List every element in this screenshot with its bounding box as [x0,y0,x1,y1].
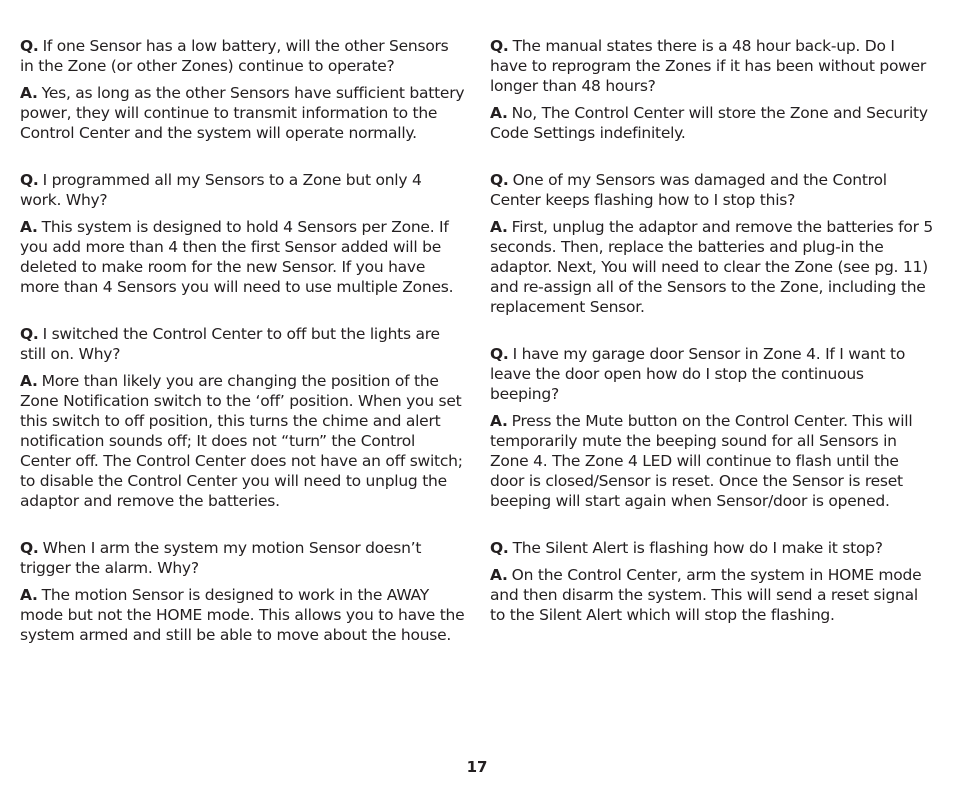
answer-text: Yes, as long as the other Sensors have sufficient battery power, they will continue to transmit information to the Control Center and the system will operate normally. [20,84,465,142]
question-label: Q. [490,37,509,55]
faq-item [490,538,935,625]
answer-label: A. [490,218,508,236]
question-label: Q. [490,171,509,189]
answer-text: First, unplug the adaptor and remove the batteries for 5 seconds. Then, replace the batteries and plug-in the adaptor. Next, You will need to clear the Zone (see pg. 11) and re-assign all of the Sensors to the Zone, including the replacement Sensor. [490,218,934,316]
answer-text: This system is designed to hold 4 Sensors per Zone. If you add more than 4 then the first Sensor added will be deleted to make room for the new Sensor. If you have more than 4 Sensors you will need to use multiple Zones. [20,218,454,296]
question [20,324,466,364]
left-column [20,36,466,672]
question-text: The manual states there is a 48 hour back-up. Do I have to reprogram the Zones if it has been without power longer than 48 hours? [490,37,927,95]
answer-text: No, The Control Center will store the Zone and Security Code Settings indefinitely. [490,104,928,142]
faq-item [20,36,466,143]
answer-label: A. [20,372,38,390]
question-label: Q. [490,539,509,557]
page-number: 17 [466,758,488,776]
question-text: If one Sensor has a low battery, will the other Sensors in the Zone (or other Zones) continue to operate? [20,37,449,75]
question-label: Q. [20,171,39,189]
question-text: When I arm the system my motion Sensor doesn’t trigger the alarm. Why? [20,539,422,577]
answer-label: A. [20,586,38,604]
faq-item [20,538,466,645]
question [20,170,466,210]
question-text: The Silent Alert is flashing how do I make it stop? [512,539,883,557]
question-text: I programmed all my Sensors to a Zone but only 4 work. Why? [20,171,422,209]
question-label: Q. [20,539,39,557]
answer-text: The motion Sensor is designed to work in the AWAY mode but not the HOME mode. This allows you to have the system armed and still be able to move about the house. [20,586,465,644]
answer [20,585,466,645]
question [20,538,466,578]
answer-label: A. [490,104,508,122]
answer-label: A. [490,412,508,430]
question-label: Q. [490,345,509,363]
answer [20,217,466,297]
answer [490,565,935,625]
faq-item [490,170,935,317]
question-label: Q. [20,37,39,55]
faq-item [490,36,935,143]
question [490,170,935,210]
question [490,538,935,558]
answer-label: A. [20,218,38,236]
answer-text: Press the Mute button on the Control Center. This will temporarily mute the beeping sound for all Sensors in Zone 4. The Zone 4 LED will continue to flash until the door is closed/Sensor is reset. Once the Sensor is reset beeping will start again when Sensor/door is opened. [490,412,913,510]
question [490,36,935,96]
answer [490,411,935,511]
answer-text: More than likely you are changing the position of the Zone Notification switch to the ‘off’ position. When you set this switch to off position, this turns the chime and alert notification sounds off; It does not “turn” the Control Center off. The Control Center does not have an off switch; to disable the Control Center you will need to unplug the adaptor and remove the batteries. [20,372,463,510]
answer [490,217,935,317]
answer [20,371,466,511]
faq-item [20,324,466,511]
right-column [490,36,935,652]
answer-text: On the Control Center, arm the system in HOME mode and then disarm the system. This will send a reset signal to the Silent Alert which will stop the flashing. [490,566,922,624]
faq-item [490,344,935,511]
answer [490,103,935,143]
question-text: One of my Sensors was damaged and the Control Center keeps flashing how to I stop this? [490,171,887,209]
answer-label: A. [490,566,508,584]
question-text: I switched the Control Center to off but the lights are still on. Why? [20,325,440,363]
question [20,36,466,76]
answer-label: A. [20,84,38,102]
question-text: I have my garage door Sensor in Zone 4. If I want to leave the door open how do I stop the continuous beeping? [490,345,906,403]
question [490,344,935,404]
question-label: Q. [20,325,39,343]
answer [20,83,466,143]
faq-item [20,170,466,297]
